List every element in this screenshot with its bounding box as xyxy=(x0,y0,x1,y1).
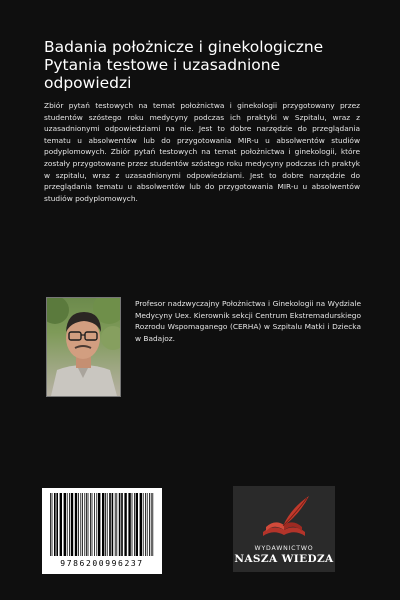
isbn-barcode xyxy=(42,488,162,574)
author-photo xyxy=(46,297,121,397)
publisher-logo xyxy=(233,486,335,572)
title-line-3: odpowiedzi xyxy=(44,74,132,92)
book-quill-logo-icon xyxy=(233,486,335,546)
title-line-2: Pytania testowe i uzasadnione xyxy=(44,56,281,74)
author-portrait-icon xyxy=(47,298,120,396)
title-line-1: Badania położnicze i ginekologiczne xyxy=(44,38,324,56)
publisher-label-top: WYDAWNICTWO xyxy=(254,545,314,552)
book-description: Zbiór pytań testowych na temat położnictwa i ginekologii przygotowany przez studentów szóstego roku medycyny podczas ich praktyki w Szpitalu, wraz z uzasadnionymi odpowiedziami na nie. Jest to dobre narzędzie do przeglądania tematu u absolwentów lub do przygotowania MIR-u u absolwentów studiów podyplomowych. Zbiór pytań testowych na temat położnictwa i ginekologii, które zostały przygotowane przez studentów szóstego roku medycyny podczas ich praktyk w szpitalu, wraz z uzasadnionymi odpowiedziami. Jest to dobre narzędzie do przeglądania tematu u absolwentów lub do przygotowania MIR-u u absolwentów studiów podyplomowych. xyxy=(44,101,360,203)
author-bio: Profesor nadzwyczajny Położnictwa i Ginekologii na Wydziale Medycyny Uex. Kierownik sekcji Centrum Ekstremadurskiego Rozrodu Wspomaganego (CERHA) w Szpitalu Matki i Dziecka w Badajoz. xyxy=(135,299,361,343)
book-title xyxy=(44,38,364,92)
publisher-name: NASZA WIEDZA xyxy=(234,553,334,565)
barcode-digits: 9786200996237 xyxy=(60,559,144,568)
